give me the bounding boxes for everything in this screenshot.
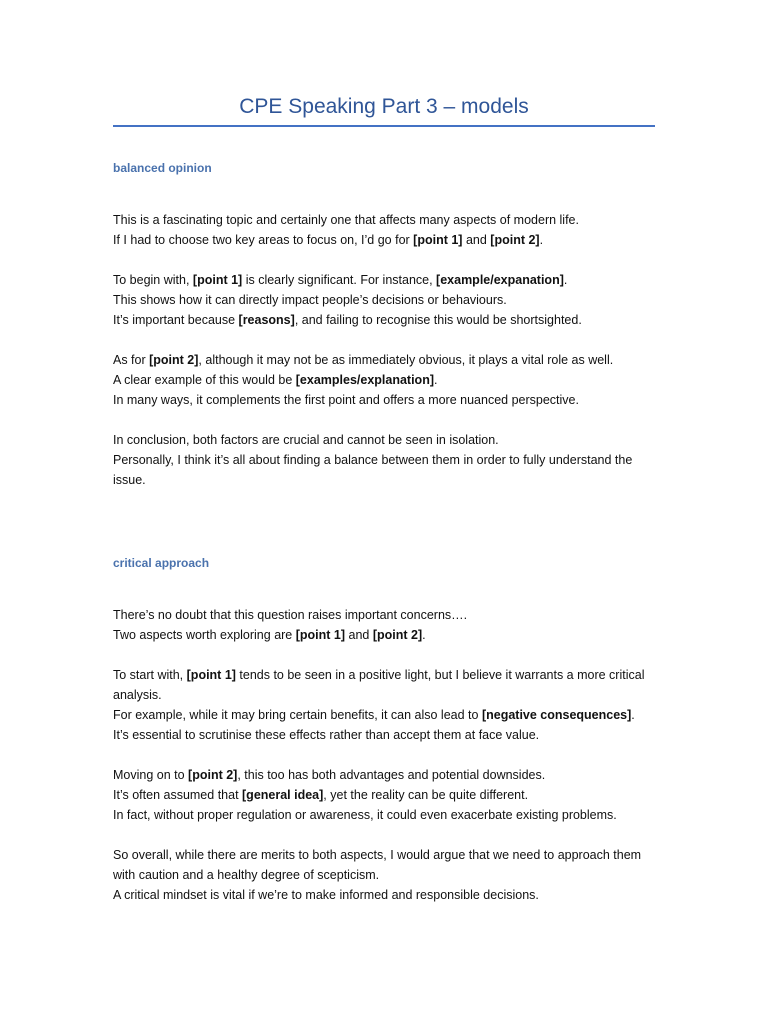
section-heading-balanced-opinion: balanced opinion (113, 161, 212, 175)
text-run: , yet the reality can be quite different. (323, 788, 529, 802)
text-run: , this too has both advantages and potential downsides. (237, 768, 546, 782)
text-run: , although it may not be as immediately obvious, it plays a vital role as well. (198, 353, 614, 367)
text-line (113, 845, 658, 885)
text-line (113, 665, 658, 705)
text-run: It’s essential to scrutinise these effects rather than accept them at face value. (113, 728, 540, 742)
text-run: is clearly significant. For instance, (242, 273, 437, 287)
text-line (113, 765, 658, 785)
text-line (113, 450, 658, 490)
text-run: For example, while it may bring certain benefits, it can also lead to (113, 708, 482, 722)
text-line (113, 785, 658, 805)
text-line (113, 705, 658, 725)
document-title: CPE Speaking Part 3 – models (239, 95, 529, 118)
text-run: This shows how it can directly impact people’s decisions or behaviours. (113, 293, 507, 307)
text-run: In fact, without proper regulation or awareness, it could even exacerbate existing problems. (113, 808, 617, 822)
text-line (113, 370, 658, 390)
text-run: If I had to choose two key areas to focus on, I’d go for (113, 233, 414, 247)
text-line (113, 605, 658, 625)
text-run: . (539, 233, 544, 247)
text-run: To begin with, (113, 273, 193, 287)
text-line (113, 885, 658, 905)
section-body-balanced-opinion (113, 210, 658, 490)
text-run: tends to be seen in a positive light, but I believe it warrants a more critical analysis. (113, 668, 645, 702)
text-run: There’s no doubt that this question raises important concerns…. (113, 608, 468, 622)
text-line (113, 805, 658, 825)
text-run: So overall, while there are merits to both aspects, I would argue that we need to approach them with caution and a healthy degree of scepticism. (113, 848, 642, 882)
text-run: and (345, 628, 373, 642)
placeholder-term: [reasons] (238, 313, 295, 327)
paragraph (113, 350, 658, 410)
text-line (113, 430, 658, 450)
placeholder-term: [point 2] (490, 233, 540, 247)
text-run: In many ways, it complements the first point and offers a more nuanced perspective. (113, 393, 579, 407)
placeholder-term: [general idea] (242, 788, 324, 802)
text-run: , and failing to recognise this would be shortsighted. (294, 313, 582, 327)
title-underline (113, 125, 655, 127)
paragraph (113, 210, 658, 250)
placeholder-term: [point 1] (186, 668, 236, 682)
text-run: A critical mindset is vital if we’re to make informed and responsible decisions. (113, 888, 539, 902)
text-line (113, 350, 658, 370)
paragraph (113, 665, 658, 745)
text-line (113, 390, 658, 410)
placeholder-term: [point 1] (413, 233, 463, 247)
text-line (113, 270, 658, 290)
text-run: Personally, I think it’s all about finding a balance between them in order to fully understand the issue. (113, 453, 633, 487)
text-run: . (631, 708, 635, 722)
text-run: . (434, 373, 438, 387)
text-run: In conclusion, both factors are crucial and cannot be seen in isolation. (113, 433, 499, 447)
paragraph (113, 430, 658, 490)
paragraph (113, 765, 658, 825)
text-run: . (422, 628, 426, 642)
text-run: It’s important because (113, 313, 239, 327)
paragraph (113, 845, 658, 905)
text-line (113, 210, 658, 230)
text-run: . (563, 273, 568, 287)
section-heading-critical-approach: critical approach (113, 556, 210, 570)
text-line (113, 725, 658, 745)
placeholder-term: [example/expanation] (436, 273, 564, 287)
placeholder-term: [negative consequences] (481, 708, 632, 722)
placeholder-term: [examples/explanation] (295, 373, 434, 387)
placeholder-term: [point 2] (188, 768, 238, 782)
text-run: Two aspects worth exploring are (113, 628, 296, 642)
text-run: This is a fascinating topic and certainly one that affects many aspects of modern life. (113, 213, 579, 227)
text-run: It’s often assumed that (113, 788, 243, 802)
placeholder-term: [point 1] (192, 273, 243, 287)
text-run: A clear example of this would be (113, 373, 296, 387)
text-run: As for (113, 353, 150, 367)
text-line (113, 290, 658, 310)
text-line (113, 230, 658, 250)
placeholder-term: [point 1] (295, 628, 346, 642)
text-line (113, 310, 658, 330)
text-run: To start with, (113, 668, 187, 682)
text-line (113, 625, 658, 645)
placeholder-term: [point 2] (372, 628, 423, 642)
text-run: Moving on to (113, 768, 189, 782)
paragraph (113, 605, 658, 645)
placeholder-term: [point 2] (149, 353, 199, 367)
section-body-critical-approach (113, 605, 658, 905)
text-run: and (462, 233, 491, 247)
paragraph (113, 270, 658, 330)
